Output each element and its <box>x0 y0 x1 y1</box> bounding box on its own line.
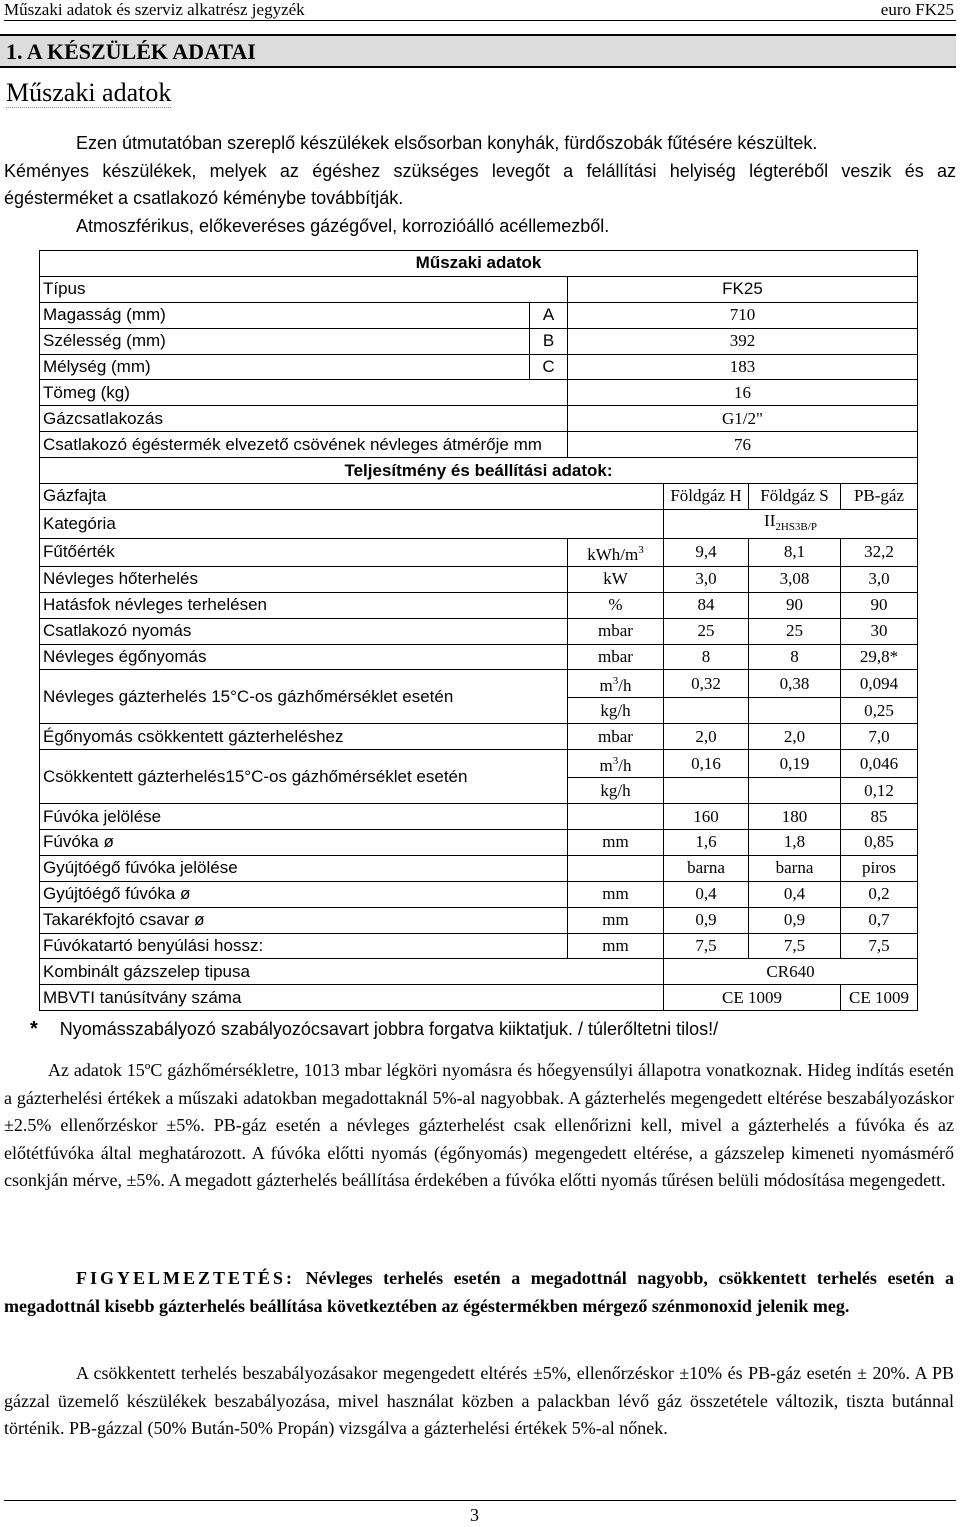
table-row <box>40 618 918 644</box>
empty-cell <box>664 778 749 804</box>
row-unit: % <box>568 592 664 618</box>
cert-natural-gas: CE 1009 <box>664 985 841 1011</box>
value-s: 0,4 <box>749 881 841 907</box>
table-row <box>40 566 918 592</box>
row-label: Gázcsatlakozás <box>40 406 568 432</box>
row-label: Kategória <box>40 509 664 538</box>
spec-table <box>39 250 918 1011</box>
unit-text: m <box>599 676 613 696</box>
unit-sup: 3 <box>638 543 644 556</box>
row-code: B <box>530 328 568 354</box>
table-row <box>40 328 918 354</box>
value-h: 0,4 <box>664 881 749 907</box>
row-label: Fúvókatartó benyúlási hossz: <box>40 933 568 959</box>
row-unit: mbar <box>568 644 664 670</box>
value-pb: 32,2 <box>841 538 918 566</box>
value-h: 9,4 <box>664 538 749 566</box>
value-pb: 7,0 <box>841 724 918 750</box>
unit-tail: /h <box>618 676 632 696</box>
value-pb: 0,2 <box>841 881 918 907</box>
conditions-paragraph <box>4 1057 954 1195</box>
table-row <box>40 592 918 618</box>
value-h: 25 <box>664 618 749 644</box>
row-unit: mm <box>568 830 664 856</box>
value-h: 2,0 <box>664 724 749 750</box>
value-h: 84 <box>664 592 749 618</box>
table-row <box>40 276 918 302</box>
row-unit <box>568 750 664 778</box>
row-code: A <box>530 302 568 328</box>
subtitle <box>6 78 171 108</box>
value-s: 0,38 <box>749 670 841 698</box>
value-s: 25 <box>749 618 841 644</box>
table-row <box>40 855 918 881</box>
value-s: 1,8 <box>749 830 841 856</box>
value-h: 7,5 <box>664 933 749 959</box>
empty-cell <box>749 698 841 724</box>
intro-paragraph-1: Ezen útmutatóban szereplő készülékek elsősorban konyhák, fürdőszobák fűtésére készültek. <box>76 133 818 153</box>
value-s: 2,0 <box>749 724 841 750</box>
value-pb: 90 <box>841 592 918 618</box>
value-pb: 7,5 <box>841 933 918 959</box>
row-label: Égőnyomás csökkentett gázterheléshez <box>40 724 568 750</box>
table-row <box>40 302 918 328</box>
value-s: 180 <box>749 804 841 830</box>
perf-title: Teljesítmény és beállítási adatok: <box>40 458 918 484</box>
table-row <box>40 354 918 380</box>
row-code: C <box>530 354 568 380</box>
row-label <box>40 432 568 458</box>
row-label: Névleges égőnyomás <box>40 644 568 670</box>
footer-divider <box>4 1500 956 1501</box>
row-value: 183 <box>568 354 918 380</box>
category-sub: 2HS3B/P <box>775 520 817 533</box>
value-pb: 0,12 <box>841 778 918 804</box>
row-label: Fúvóka jelölése <box>40 804 568 830</box>
tolerance-paragraph <box>4 1360 954 1443</box>
value-pb: 0,046 <box>841 750 918 778</box>
section-title: 1. A KÉSZÜLÉK ADATAI <box>0 34 956 68</box>
table-row <box>40 907 918 933</box>
footnote-text: Nyomásszabályozó szabályozócsavart jobbra forgatva kiiktatjuk. / túlerőltetni tilos!/ <box>59 1019 719 1039</box>
table-row <box>40 750 918 778</box>
row-unit: kW <box>568 566 664 592</box>
table-row <box>40 484 918 510</box>
table-row <box>40 985 918 1011</box>
value-s: 7,5 <box>749 933 841 959</box>
table-row <box>40 724 918 750</box>
value-s: 0,9 <box>749 907 841 933</box>
value-h: 160 <box>664 804 749 830</box>
value-pb: 30 <box>841 618 918 644</box>
row-unit: kg/h <box>568 778 664 804</box>
row-label: Kombinált gázszelep tipusa <box>40 959 664 985</box>
value-s: 90 <box>749 592 841 618</box>
row-value: 16 <box>568 380 918 406</box>
row-label: Névleges hőterhelés <box>40 566 568 592</box>
row-label: Csökkentett gázterhelés15°C-os gázhőmérséklet esetén <box>40 750 568 804</box>
row-label: Gyújtóégő fúvóka jelölése <box>40 855 568 881</box>
value-s: 3,08 <box>749 566 841 592</box>
value-pb: piros <box>841 855 918 881</box>
valve-type: CR640 <box>664 959 918 985</box>
row-label: Gyújtóégő fúvóka ø <box>40 881 568 907</box>
row-unit <box>568 804 664 830</box>
table-row <box>40 670 918 698</box>
value-s: 8 <box>749 644 841 670</box>
unit-text: m <box>599 756 613 776</box>
unit-text: kWh/m <box>587 544 639 564</box>
row-unit <box>568 670 664 698</box>
gas-h: Földgáz H <box>664 484 749 510</box>
category-value <box>664 509 918 538</box>
value-s: 0,19 <box>749 750 841 778</box>
value-s: barna <box>749 855 841 881</box>
row-value: 710 <box>568 302 918 328</box>
value-s: 8,1 <box>749 538 841 566</box>
row-label: Gázfajta <box>40 484 664 510</box>
row-label: Magasság (mm) <box>40 302 530 328</box>
row-label: MBVTI tanúsítvány száma <box>40 985 664 1011</box>
row-label: Takarékfojtó csavar ø <box>40 907 568 933</box>
header-document-title: Műszaki adatok és szerviz alkatrész jegyzék <box>4 0 305 19</box>
value-pb: 0,7 <box>841 907 918 933</box>
value-h: 0,9 <box>664 907 749 933</box>
table-row <box>40 380 918 406</box>
table-title: Műszaki adatok <box>40 251 918 277</box>
warning-title: FIGYELMEZTETÉS: <box>76 1268 296 1288</box>
row-value: G1/2" <box>568 406 918 432</box>
row-label: Mélység (mm) <box>40 354 530 380</box>
page-number: 3 <box>470 1505 479 1525</box>
value-h: 3,0 <box>664 566 749 592</box>
intro-paragraph-3: Atmoszférikus, előkeveréses gázégővel, korrozióálló acéllemezből. <box>76 215 610 236</box>
value-h: 1,6 <box>664 830 749 856</box>
flue-unit: mm <box>513 434 542 454</box>
unit-sup: 3 <box>612 755 619 768</box>
row-label: Fűtőérték <box>40 538 568 566</box>
value-pb: 85 <box>841 804 918 830</box>
gas-s: Földgáz S <box>749 484 841 510</box>
category-main: II <box>764 510 776 530</box>
table-row <box>40 830 918 856</box>
row-value: 392 <box>568 328 918 354</box>
footnote-star: * <box>30 1018 38 1040</box>
header-model: euro FK25 <box>880 0 954 19</box>
warning-text: Névleges terhelés esetén a megadottnál nagyobb, csökkentett terhelés esetén a megadottnál kisebb gázterhelés beállítása következtében az égéstermékben mérgező szénmonoxid jelenik meg. <box>4 1268 954 1316</box>
unit-sup: 3 <box>612 675 619 688</box>
gas-pb: PB-gáz <box>841 484 918 510</box>
footnote <box>30 1018 930 1041</box>
value-pb: 0,25 <box>841 698 918 724</box>
table-row <box>40 959 918 985</box>
warning-paragraph <box>4 1265 954 1320</box>
table-row <box>40 538 918 566</box>
row-value: FK25 <box>568 276 918 302</box>
table-row <box>40 644 918 670</box>
table-row <box>40 509 918 538</box>
table-row <box>40 881 918 907</box>
subtitle-text: Műszaki adatok <box>6 78 172 107</box>
intro-text <box>4 130 956 240</box>
unit-tail: /h <box>618 756 632 776</box>
table-row <box>40 804 918 830</box>
flue-label: Csatlakozó égéstermék elvezető csövének névleges átmérője <box>43 434 509 454</box>
row-label: Csatlakozó nyomás <box>40 618 568 644</box>
row-label: Típus <box>40 276 568 302</box>
value-h: 0,16 <box>664 750 749 778</box>
cert-pb-gas: CE 1009 <box>841 985 918 1011</box>
value-h: 0,32 <box>664 670 749 698</box>
value-pb: 29,8* <box>841 644 918 670</box>
row-label: Hatásfok névleges terhelésen <box>40 592 568 618</box>
paragraph-text: Az adatok 15ºC gázhőmérsékletre, 1013 mbar légköri nyomásra és hőegyensúlyi állapotra vonatkoznak. Hideg indítás esetén a gázterhelési értékek a műszaki adatokban megadottaknál 5%-al nagyobbak. A gázterhelés megengedett eltérése beszabályozáskor ±2.5% ellenőrzéskor ±5%. PB-gáz esetén a névleges gázterhelést csak ellenőrizni kell, mivel a gázterhelés a fúvóka és az előtétfúvóka által meghatározott. A fúvóka előtti nyomás (égőnyomás) megengedett eltérése, a gázszelep kimeneti nyomásmérő csonkján mérve, ±5%. A megadott gázterhelés beállítása érdekében a fúvóka előtti nyomás tűrésen belüli módosítása megengedett. <box>4 1060 954 1190</box>
warning-block <box>4 1265 954 1320</box>
row-label: Névleges gázterhelés 15°C-os gázhőmérséklet esetén <box>40 670 568 724</box>
row-unit: mbar <box>568 618 664 644</box>
row-unit <box>568 855 664 881</box>
value-pb: 3,0 <box>841 566 918 592</box>
row-label: Tömeg (kg) <box>40 380 568 406</box>
row-unit: mm <box>568 907 664 933</box>
row-unit: mbar <box>568 724 664 750</box>
empty-cell <box>664 698 749 724</box>
table-row <box>40 406 918 432</box>
value-pb: 0,85 <box>841 830 918 856</box>
value-h: barna <box>664 855 749 881</box>
table-row <box>40 933 918 959</box>
table-row <box>40 432 918 458</box>
row-unit <box>568 538 664 566</box>
value-h: 8 <box>664 644 749 670</box>
row-label: Szélesség (mm) <box>40 328 530 354</box>
row-label: Fúvóka ø <box>40 830 568 856</box>
empty-cell <box>749 778 841 804</box>
paragraph-text: A csökkentett terhelés beszabályozásakor megengedett eltérés ±5%, ellenőrzéskor ±10% és PB-gáz esetén ± 20%. A PB gázzal üzemelő készülékek beszabályozása, mivel használat közben a palackban lévő gáz összetétele változik, tiszta butánnal történik. PB-gázzal (50% Bután-50% Propán) vizsgálva a gázterhelési értékek 5%-al nőnek. <box>4 1363 954 1438</box>
row-unit: mm <box>568 881 664 907</box>
table-title-row <box>40 251 918 277</box>
row-value: 76 <box>568 432 918 458</box>
value-pb: 0,094 <box>841 670 918 698</box>
perf-title-row <box>40 458 918 484</box>
row-unit: kg/h <box>568 698 664 724</box>
row-unit: mm <box>568 933 664 959</box>
intro-paragraph-2: Kéményes készülékek, melyek az égéshez szükséges levegőt a felállítási helyiség légteréből veszik és az égésterméket a csatlakozó kéménybe továbbítják. <box>4 160 956 208</box>
